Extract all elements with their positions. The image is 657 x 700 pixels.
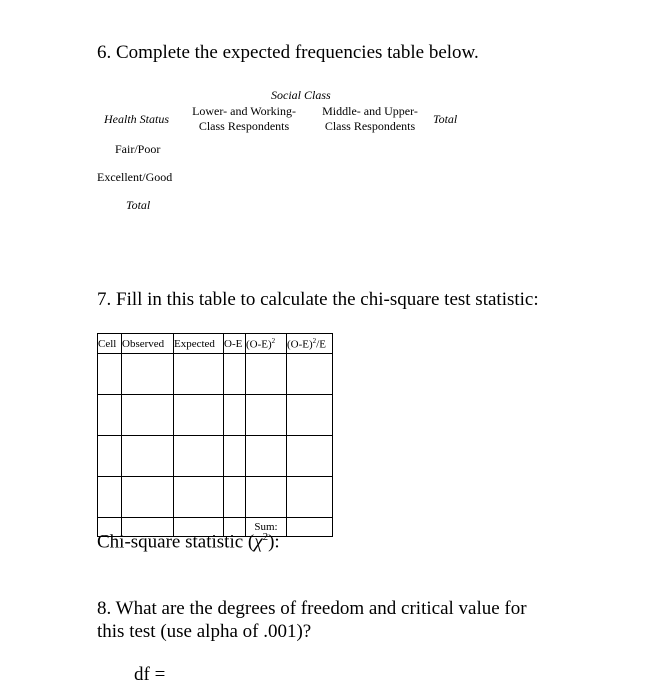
- df-label: df =: [134, 664, 166, 685]
- o-minus-e-squared-input[interactable]: [246, 436, 287, 477]
- health-status-header: Health Status: [104, 112, 169, 126]
- o-minus-e-squared-input[interactable]: [246, 395, 287, 436]
- observed-input[interactable]: [122, 436, 174, 477]
- sum-input[interactable]: [287, 518, 333, 537]
- row-label-total: Total: [126, 198, 151, 212]
- o-minus-e-squared-input[interactable]: [246, 354, 287, 395]
- header-expected: Expected: [174, 334, 224, 354]
- table-row: [98, 395, 333, 436]
- lower-working-class-line2: Class Respondents: [198, 119, 290, 133]
- row-label-excellent-good: Excellent/Good: [97, 170, 173, 184]
- header-o-minus-e-squared: [246, 334, 287, 354]
- middle-upper-class-header: [312, 104, 428, 134]
- middle-upper-class-line1: Middle- and Upper-: [322, 104, 418, 118]
- header-chi-component-text: (O-E): [287, 338, 313, 351]
- observed-input[interactable]: [122, 477, 174, 518]
- header-o-minus-e: O-E: [224, 334, 246, 354]
- chi-square-statistic-label: [97, 531, 280, 553]
- chi-sup: 2: [262, 531, 269, 543]
- header-o-minus-e-squared-text: (O-E): [246, 338, 272, 351]
- question-8-line1: 8. What are the degrees of freedom and critical value for: [97, 598, 527, 619]
- chi-component-input[interactable]: [287, 354, 333, 395]
- lower-working-class-line1: Lower- and Working-: [192, 104, 296, 118]
- chi-table-header-row: [98, 334, 333, 354]
- social-class-header: Social Class: [271, 88, 331, 102]
- cell-input[interactable]: [98, 354, 122, 395]
- middle-upper-class-line2: Class Respondents: [324, 119, 416, 133]
- header-chi-component: [287, 334, 333, 354]
- header-chi-component-divisor: /E: [316, 338, 326, 351]
- header-cell: Cell: [98, 334, 122, 354]
- total-column-header: Total: [433, 112, 458, 126]
- chi-symbol: χ: [254, 531, 263, 553]
- header-observed: Observed: [122, 334, 174, 354]
- question-6-title: 6. Complete the expected frequencies table below.: [97, 42, 479, 63]
- lower-working-class-header: [185, 104, 303, 134]
- chi-square-table: [97, 333, 333, 537]
- header-chi-sup: 2: [312, 336, 317, 345]
- header-squared-sup: 2: [271, 336, 276, 345]
- row-label-fair-poor: Fair/Poor: [115, 142, 161, 156]
- cell-input[interactable]: [98, 395, 122, 436]
- expected-input[interactable]: [174, 354, 224, 395]
- table-row: [98, 354, 333, 395]
- cell-input[interactable]: [98, 477, 122, 518]
- expected-input[interactable]: [174, 477, 224, 518]
- sum-label: Sum:: [246, 518, 287, 537]
- o-minus-e-input[interactable]: [224, 354, 246, 395]
- cell-input[interactable]: [98, 436, 122, 477]
- table-row: [98, 436, 333, 477]
- question-8-title: [97, 597, 527, 643]
- chi-component-input[interactable]: [287, 477, 333, 518]
- o-minus-e-input[interactable]: [224, 436, 246, 477]
- expected-input[interactable]: [174, 436, 224, 477]
- observed-input[interactable]: [122, 354, 174, 395]
- o-minus-e-input[interactable]: [224, 477, 246, 518]
- table-row: [98, 477, 333, 518]
- expected-input[interactable]: [174, 395, 224, 436]
- chi-component-input[interactable]: [287, 436, 333, 477]
- chi-label-post: ):: [268, 531, 280, 553]
- question-8-line2: this test (use alpha of .001)?: [97, 621, 312, 642]
- chi-component-input[interactable]: [287, 395, 333, 436]
- observed-input[interactable]: [122, 395, 174, 436]
- o-minus-e-squared-input[interactable]: [246, 477, 287, 518]
- o-minus-e-input[interactable]: [224, 395, 246, 436]
- question-7-title: 7. Fill in this table to calculate the chi-square test statistic:: [97, 289, 539, 310]
- chi-label-pre: Chi-square statistic (: [97, 531, 255, 553]
